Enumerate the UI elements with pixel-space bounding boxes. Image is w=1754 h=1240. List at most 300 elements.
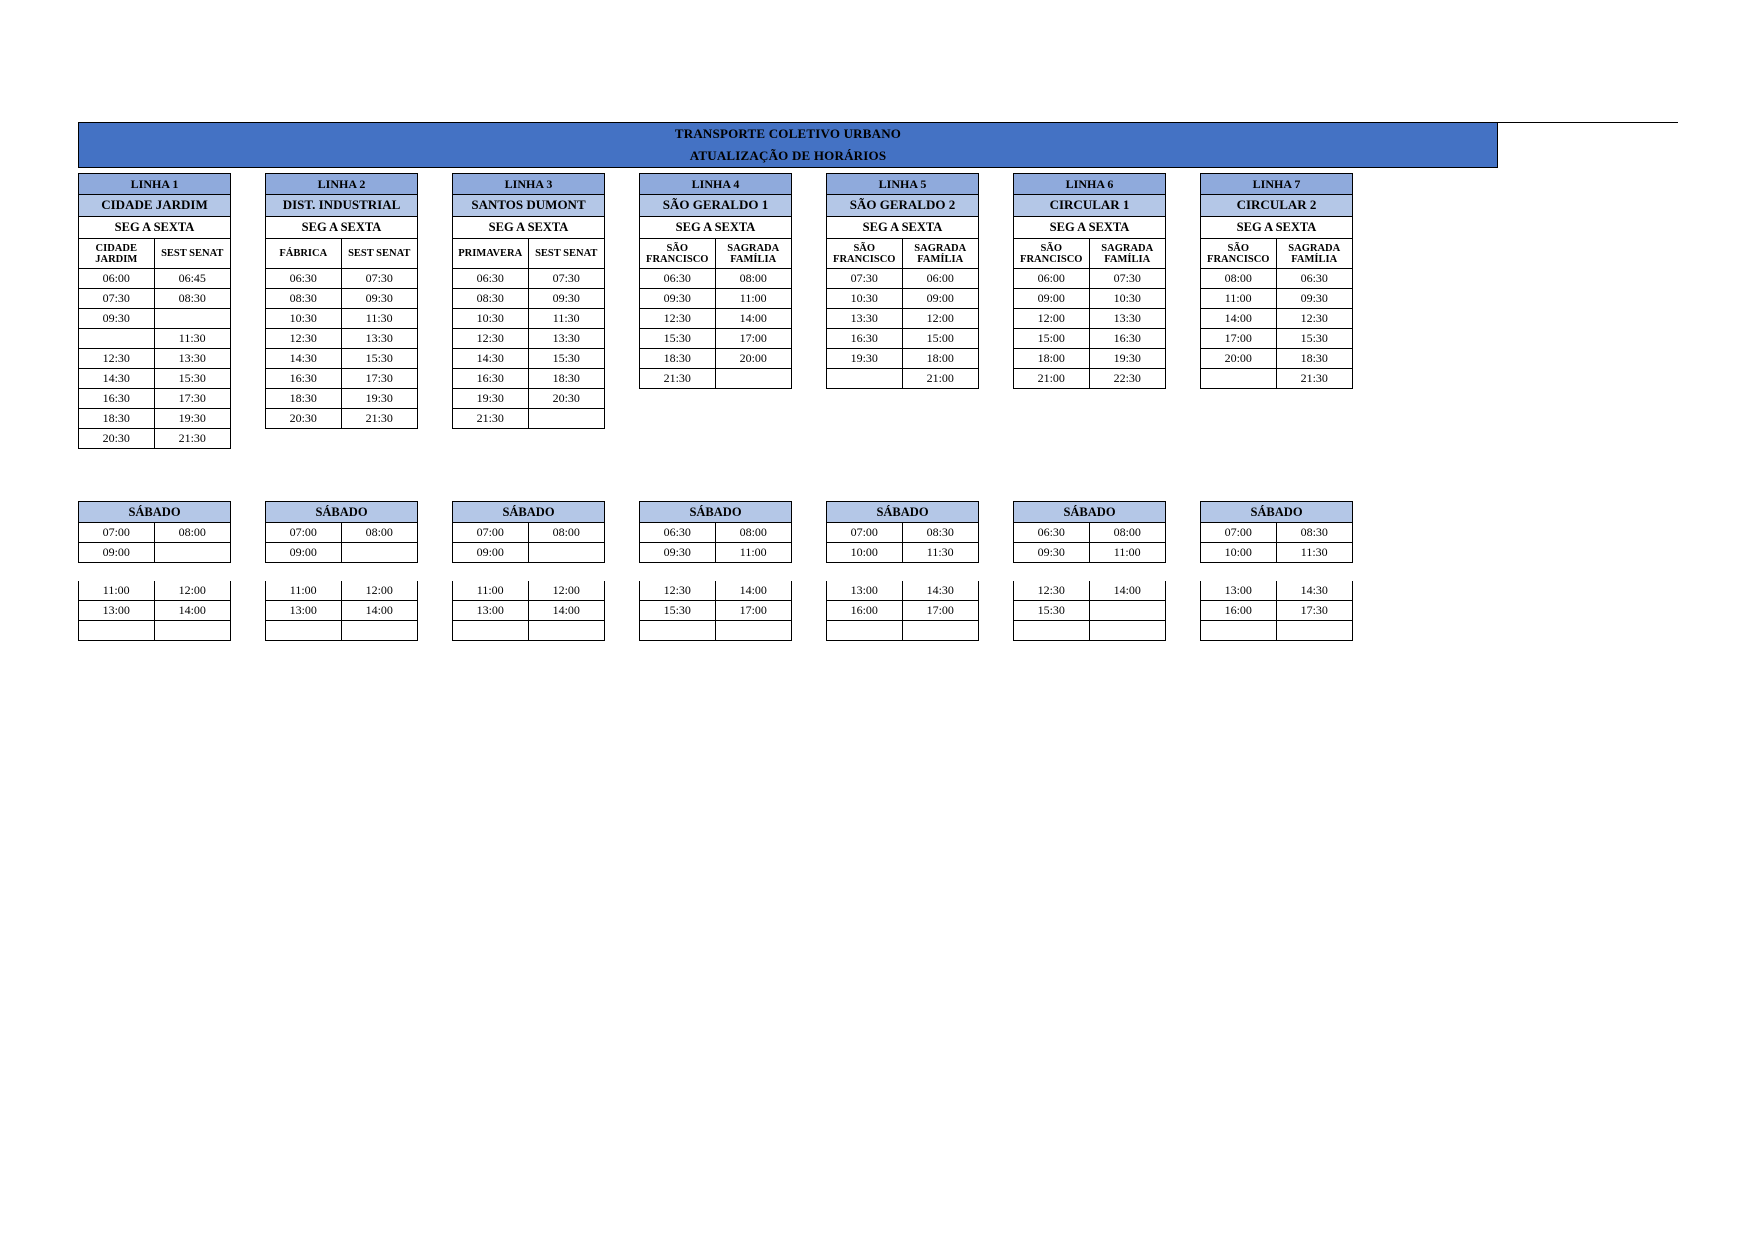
- time-cell: 18:30: [265, 389, 342, 409]
- table-row: [826, 289, 979, 309]
- time-cell: [1200, 621, 1277, 641]
- weekday-label: SEG A SEXTA: [452, 217, 605, 239]
- time-cell: 13:30: [1090, 309, 1167, 329]
- time-cell: 12:30: [639, 309, 716, 329]
- time-cell: 22:30: [1090, 369, 1167, 389]
- line-number-header: LINHA 4: [639, 173, 792, 195]
- time-cell: 17:00: [903, 601, 980, 621]
- table-row: [265, 523, 418, 543]
- time-cell: 08:30: [265, 289, 342, 309]
- time-cell: 11:30: [529, 309, 606, 329]
- time-cell: 17:30: [342, 369, 419, 389]
- time-cell: 15:00: [1013, 329, 1090, 349]
- line-name-header: SÃO GERALDO 1: [639, 195, 792, 217]
- time-cell: 12:30: [452, 329, 529, 349]
- table-row: [826, 329, 979, 349]
- stop-header: SÃO FRANCISCO: [639, 239, 716, 269]
- stop-header: SAGRADA FAMÍLIA: [1090, 239, 1167, 269]
- table-row: [78, 581, 231, 601]
- table-row: [78, 523, 231, 543]
- table-row: [1013, 329, 1166, 349]
- time-cell: 08:30: [903, 523, 980, 543]
- table-row: [78, 329, 231, 349]
- time-cell: 09:00: [903, 289, 980, 309]
- time-cell: 15:30: [639, 601, 716, 621]
- time-cell: 20:00: [716, 349, 793, 369]
- time-cell: 09:30: [529, 289, 606, 309]
- time-cell: 10:00: [826, 543, 903, 563]
- line-column-saturday: [1200, 501, 1353, 641]
- row-gap: [1200, 563, 1353, 581]
- table-row: [452, 369, 605, 389]
- row-gap: [265, 563, 418, 581]
- table-row: [826, 621, 979, 641]
- time-cell: 11:00: [78, 581, 155, 601]
- time-cell: 13:00: [1200, 581, 1277, 601]
- time-cell: 12:30: [1013, 581, 1090, 601]
- line-number-header: LINHA 2: [265, 173, 418, 195]
- time-cell: [78, 329, 155, 349]
- table-row: [1013, 289, 1166, 309]
- time-cell: 09:00: [78, 543, 155, 563]
- time-cell: 15:00: [903, 329, 980, 349]
- line-name-header: CIRCULAR 1: [1013, 195, 1166, 217]
- time-cell: 14:00: [716, 581, 793, 601]
- table-row: [452, 349, 605, 369]
- table-row: [78, 309, 231, 329]
- table-row: [826, 349, 979, 369]
- table-row: [265, 329, 418, 349]
- time-cell: [716, 369, 793, 389]
- saturday-schedule-row: [78, 501, 1678, 641]
- line-column-saturday: [452, 501, 605, 641]
- time-cell: 06:00: [903, 269, 980, 289]
- line-number-header: LINHA 1: [78, 173, 231, 195]
- time-cell: 09:30: [1277, 289, 1354, 309]
- table-row: [452, 621, 605, 641]
- weekday-label: SEG A SEXTA: [1013, 217, 1166, 239]
- stop-header: CIDADE JARDIM: [78, 239, 155, 269]
- table-row: [1013, 523, 1166, 543]
- time-cell: 12:30: [1277, 309, 1354, 329]
- table-row: [78, 429, 231, 449]
- time-cell: [265, 621, 342, 641]
- stop-header: SÃO FRANCISCO: [1200, 239, 1277, 269]
- time-cell: 14:30: [265, 349, 342, 369]
- saturday-label: SÁBADO: [78, 501, 231, 523]
- time-cell: 18:30: [639, 349, 716, 369]
- time-cell: 10:00: [1200, 543, 1277, 563]
- table-row: [265, 543, 418, 563]
- table-row: [1013, 601, 1166, 621]
- table-row: [826, 543, 979, 563]
- time-cell: 17:00: [716, 329, 793, 349]
- stop-headers: [1013, 239, 1166, 269]
- table-row: [826, 601, 979, 621]
- stop-headers: [78, 239, 231, 269]
- time-cell: 07:30: [529, 269, 606, 289]
- table-row: [826, 581, 979, 601]
- time-cell: 13:00: [826, 581, 903, 601]
- time-cell: 07:30: [1090, 269, 1167, 289]
- time-cell: 11:00: [716, 543, 793, 563]
- saturday-label: SÁBADO: [265, 501, 418, 523]
- time-cell: 06:30: [639, 523, 716, 543]
- time-cell: 09:00: [452, 543, 529, 563]
- time-cell: 14:30: [903, 581, 980, 601]
- time-cell: 19:30: [342, 389, 419, 409]
- time-cell: 06:30: [1013, 523, 1090, 543]
- time-cell: 14:30: [1277, 581, 1354, 601]
- time-cell: 06:30: [1277, 269, 1354, 289]
- table-row: [639, 369, 792, 389]
- line-name-header: SÃO GERALDO 2: [826, 195, 979, 217]
- table-row: [78, 621, 231, 641]
- time-cell: 11:00: [265, 581, 342, 601]
- stop-header: SAGRADA FAMÍLIA: [716, 239, 793, 269]
- line-name-header: SANTOS DUMONT: [452, 195, 605, 217]
- table-row: [1200, 309, 1353, 329]
- saturday-label: SÁBADO: [452, 501, 605, 523]
- time-cell: 09:30: [1013, 543, 1090, 563]
- time-cell: [716, 621, 793, 641]
- stop-headers: [826, 239, 979, 269]
- table-row: [452, 581, 605, 601]
- table-row: [639, 309, 792, 329]
- time-cell: [1200, 369, 1277, 389]
- stop-header: SEST SENAT: [529, 239, 606, 269]
- table-row: [1200, 289, 1353, 309]
- table-row: [265, 581, 418, 601]
- table-row: [265, 409, 418, 429]
- time-cell: 08:00: [716, 523, 793, 543]
- table-row: [639, 581, 792, 601]
- table-row: [1013, 349, 1166, 369]
- time-cell: 21:00: [1013, 369, 1090, 389]
- time-cell: 19:30: [1090, 349, 1167, 369]
- time-cell: [155, 309, 232, 329]
- table-row: [452, 329, 605, 349]
- time-cell: [155, 543, 232, 563]
- table-row: [826, 369, 979, 389]
- time-cell: [826, 621, 903, 641]
- time-cell: 08:30: [1277, 523, 1354, 543]
- banner-title: TRANSPORTE COLETIVO URBANO: [674, 126, 902, 141]
- time-cell: 15:30: [1277, 329, 1354, 349]
- time-cell: 16:00: [826, 601, 903, 621]
- time-cell: 06:30: [452, 269, 529, 289]
- line-column: [78, 173, 231, 449]
- table-row: [452, 389, 605, 409]
- table-row: [1200, 523, 1353, 543]
- time-cell: 21:30: [452, 409, 529, 429]
- table-row: [78, 269, 231, 289]
- document-banner: [78, 122, 1498, 168]
- time-cell: 12:30: [78, 349, 155, 369]
- table-row: [452, 269, 605, 289]
- time-cell: 09:00: [265, 543, 342, 563]
- time-cell: 15:30: [529, 349, 606, 369]
- time-cell: 14:30: [452, 349, 529, 369]
- time-cell: [1277, 621, 1354, 641]
- time-cell: 07:00: [265, 523, 342, 543]
- table-row: [452, 309, 605, 329]
- time-cell: 14:00: [1090, 581, 1167, 601]
- time-cell: [1013, 621, 1090, 641]
- time-cell: 21:00: [903, 369, 980, 389]
- table-row: [452, 601, 605, 621]
- table-row: [78, 389, 231, 409]
- time-cell: 10:30: [1090, 289, 1167, 309]
- time-cell: 14:00: [529, 601, 606, 621]
- table-row: [265, 269, 418, 289]
- time-cell: 08:00: [1200, 269, 1277, 289]
- weekday-label: SEG A SEXTA: [826, 217, 979, 239]
- time-cell: 18:00: [903, 349, 980, 369]
- table-row: [639, 269, 792, 289]
- time-cell: [529, 409, 606, 429]
- time-cell: 14:30: [78, 369, 155, 389]
- table-row: [265, 601, 418, 621]
- time-cell: 11:00: [1200, 289, 1277, 309]
- time-cell: 13:00: [78, 601, 155, 621]
- table-row: [1013, 581, 1166, 601]
- table-row: [78, 409, 231, 429]
- time-cell: 14:00: [716, 309, 793, 329]
- time-cell: 09:30: [639, 543, 716, 563]
- table-row: [1013, 269, 1166, 289]
- time-cell: 12:00: [529, 581, 606, 601]
- stop-header: SAGRADA FAMÍLIA: [1277, 239, 1354, 269]
- time-cell: 06:30: [265, 269, 342, 289]
- stop-headers: [452, 239, 605, 269]
- table-row: [452, 289, 605, 309]
- time-cell: 10:30: [826, 289, 903, 309]
- stop-header: SEST SENAT: [342, 239, 419, 269]
- stop-header: SÃO FRANCISCO: [1013, 239, 1090, 269]
- time-cell: 06:30: [639, 269, 716, 289]
- time-cell: 20:30: [265, 409, 342, 429]
- row-gap: [452, 563, 605, 581]
- time-cell: 11:30: [342, 309, 419, 329]
- line-name-header: DIST. INDUSTRIAL: [265, 195, 418, 217]
- time-cell: 11:30: [903, 543, 980, 563]
- time-cell: 21:30: [155, 429, 232, 449]
- table-row: [78, 369, 231, 389]
- time-cell: 12:30: [265, 329, 342, 349]
- line-column: [1200, 173, 1353, 449]
- line-column: [1013, 173, 1166, 449]
- time-cell: [342, 621, 419, 641]
- stop-headers: [639, 239, 792, 269]
- table-row: [1200, 543, 1353, 563]
- row-gap: [639, 563, 792, 581]
- timetable-sheet: [78, 122, 1678, 641]
- time-cell: 18:30: [78, 409, 155, 429]
- line-column: [452, 173, 605, 449]
- stop-header: PRIMAVERA: [452, 239, 529, 269]
- weekday-schedule-row: [78, 173, 1678, 449]
- time-cell: 06:00: [1013, 269, 1090, 289]
- time-cell: 09:30: [342, 289, 419, 309]
- time-cell: 11:30: [1277, 543, 1354, 563]
- line-number-header: LINHA 7: [1200, 173, 1353, 195]
- time-cell: [639, 621, 716, 641]
- table-row: [265, 349, 418, 369]
- time-cell: [452, 621, 529, 641]
- table-row: [452, 523, 605, 543]
- time-cell: 07:00: [826, 523, 903, 543]
- time-cell: 13:30: [155, 349, 232, 369]
- time-cell: [78, 621, 155, 641]
- saturday-label: SÁBADO: [1013, 501, 1166, 523]
- table-row: [78, 601, 231, 621]
- time-cell: 08:00: [1090, 523, 1167, 543]
- time-cell: 19:30: [826, 349, 903, 369]
- table-row: [639, 349, 792, 369]
- saturday-label: SÁBADO: [1200, 501, 1353, 523]
- row-gap: [78, 563, 231, 581]
- time-cell: 16:30: [826, 329, 903, 349]
- time-cell: 15:30: [639, 329, 716, 349]
- table-row: [639, 289, 792, 309]
- time-cell: 12:30: [639, 581, 716, 601]
- time-cell: 21:30: [1277, 369, 1354, 389]
- time-cell: 06:00: [78, 269, 155, 289]
- table-row: [452, 409, 605, 429]
- time-cell: 13:00: [452, 601, 529, 621]
- time-cell: 15:30: [155, 369, 232, 389]
- table-row: [1200, 349, 1353, 369]
- time-cell: 19:30: [452, 389, 529, 409]
- time-cell: 16:30: [452, 369, 529, 389]
- time-cell: 07:00: [78, 523, 155, 543]
- time-cell: 13:30: [342, 329, 419, 349]
- time-cell: 12:00: [342, 581, 419, 601]
- table-row: [78, 543, 231, 563]
- time-cell: 08:00: [342, 523, 419, 543]
- time-cell: [1090, 621, 1167, 641]
- saturday-label: SÁBADO: [826, 501, 979, 523]
- table-row: [639, 543, 792, 563]
- time-cell: 08:30: [452, 289, 529, 309]
- time-cell: 11:00: [452, 581, 529, 601]
- time-cell: 17:00: [1200, 329, 1277, 349]
- table-row: [1200, 329, 1353, 349]
- table-row: [452, 543, 605, 563]
- time-cell: 11:00: [716, 289, 793, 309]
- line-name-header: CIDADE JARDIM: [78, 195, 231, 217]
- time-cell: 08:00: [716, 269, 793, 289]
- weekday-label: SEG A SEXTA: [639, 217, 792, 239]
- time-cell: 14:00: [155, 601, 232, 621]
- stop-headers: [1200, 239, 1353, 269]
- time-cell: 17:30: [155, 389, 232, 409]
- table-row: [1013, 369, 1166, 389]
- row-gap: [826, 563, 979, 581]
- line-number-header: LINHA 6: [1013, 173, 1166, 195]
- table-row: [826, 523, 979, 543]
- stop-headers: [265, 239, 418, 269]
- time-cell: 11:30: [155, 329, 232, 349]
- stop-header: FÁBRICA: [265, 239, 342, 269]
- time-cell: 09:30: [78, 309, 155, 329]
- weekday-label: SEG A SEXTA: [265, 217, 418, 239]
- time-cell: [903, 621, 980, 641]
- time-cell: 12:00: [903, 309, 980, 329]
- time-cell: 07:30: [78, 289, 155, 309]
- time-cell: 07:00: [1200, 523, 1277, 543]
- time-cell: 18:30: [1277, 349, 1354, 369]
- table-row: [1200, 581, 1353, 601]
- table-row: [265, 289, 418, 309]
- time-cell: [342, 543, 419, 563]
- time-cell: [529, 543, 606, 563]
- time-cell: 08:00: [529, 523, 606, 543]
- table-row: [1013, 543, 1166, 563]
- time-cell: 13:30: [826, 309, 903, 329]
- line-column-saturday: [78, 501, 231, 641]
- time-cell: [155, 621, 232, 641]
- line-number-header: LINHA 5: [826, 173, 979, 195]
- time-cell: 06:45: [155, 269, 232, 289]
- table-row: [265, 389, 418, 409]
- table-row: [1200, 369, 1353, 389]
- time-cell: 12:00: [155, 581, 232, 601]
- time-cell: 16:30: [265, 369, 342, 389]
- time-cell: [826, 369, 903, 389]
- time-cell: 20:00: [1200, 349, 1277, 369]
- time-cell: 12:00: [1013, 309, 1090, 329]
- line-number-header: LINHA 3: [452, 173, 605, 195]
- table-row: [1200, 269, 1353, 289]
- time-cell: 21:30: [342, 409, 419, 429]
- line-column: [639, 173, 792, 449]
- time-cell: 19:30: [155, 409, 232, 429]
- row-gap: [1013, 563, 1166, 581]
- line-column: [826, 173, 979, 449]
- weekday-label: SEG A SEXTA: [1200, 217, 1353, 239]
- time-cell: 20:30: [529, 389, 606, 409]
- table-row: [639, 329, 792, 349]
- time-cell: 16:30: [1090, 329, 1167, 349]
- table-row: [826, 309, 979, 329]
- time-cell: 21:30: [639, 369, 716, 389]
- table-row: [1200, 601, 1353, 621]
- table-row: [265, 621, 418, 641]
- stop-header: SEST SENAT: [155, 239, 232, 269]
- line-name-header: CIRCULAR 2: [1200, 195, 1353, 217]
- time-cell: 16:30: [78, 389, 155, 409]
- banner-trailing-rule: [1498, 122, 1678, 123]
- time-cell: 08:00: [155, 523, 232, 543]
- time-cell: 16:00: [1200, 601, 1277, 621]
- table-row: [1013, 309, 1166, 329]
- line-column-saturday: [639, 501, 792, 641]
- banner-subtitle: ATUALIZAÇÃO DE HORÁRIOS: [689, 148, 887, 163]
- time-cell: 18:00: [1013, 349, 1090, 369]
- time-cell: [529, 621, 606, 641]
- time-cell: 07:30: [826, 269, 903, 289]
- saturday-label: SÁBADO: [639, 501, 792, 523]
- table-row: [265, 309, 418, 329]
- table-row: [265, 369, 418, 389]
- table-row: [1200, 621, 1353, 641]
- table-row: [78, 289, 231, 309]
- stop-header: SÃO FRANCISCO: [826, 239, 903, 269]
- time-cell: 14:00: [342, 601, 419, 621]
- table-row: [1013, 621, 1166, 641]
